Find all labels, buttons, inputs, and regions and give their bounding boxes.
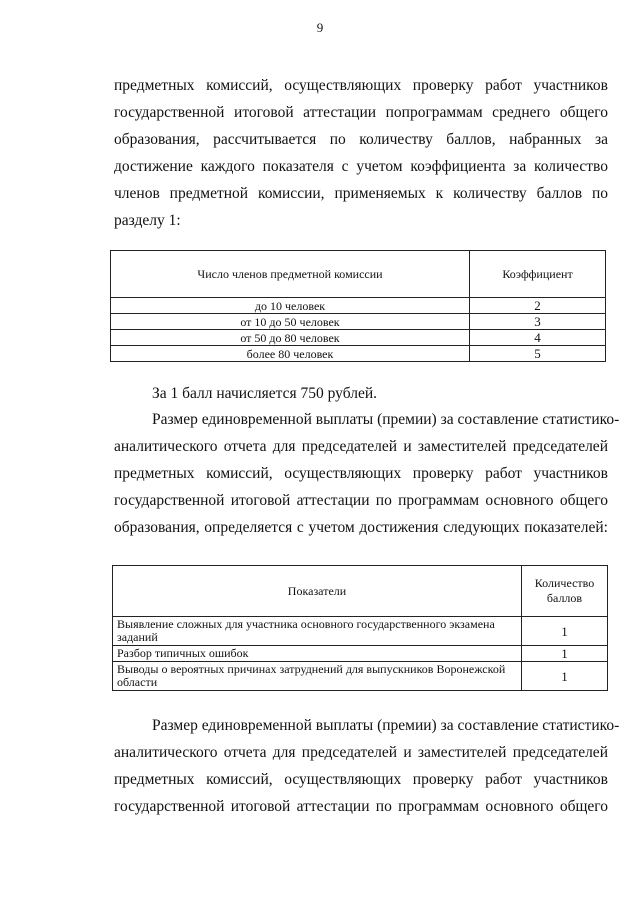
table-cell: от 50 до 80 человек	[111, 330, 470, 346]
paragraph-1-line: членов предметной комиссии, применяемых к количеству баллов по	[114, 185, 608, 202]
paragraph-3-line: государственной итоговой аттестации по программам основного общего	[114, 492, 608, 509]
table-header-row	[111, 251, 606, 298]
table-cell: 3	[470, 314, 606, 330]
table-cell: Разбор типичных ошибок	[113, 646, 522, 662]
table-header-cell: Показатели	[113, 566, 522, 617]
table-cell: 1	[522, 662, 608, 691]
paragraph-4	[114, 712, 620, 820]
table-cell: 1	[522, 646, 608, 662]
paragraph-1-line: разделу 1:	[114, 212, 181, 229]
table-cell: 5	[470, 346, 606, 362]
paragraph-1-line: государственной итоговой аттестации попрограммам среднего общего	[114, 104, 608, 121]
table-row	[113, 646, 608, 662]
paragraph-1-line: предметных комиссий, осуществляющих проверку работ участников	[114, 77, 608, 94]
table-header-cell: Коэффициент	[470, 251, 606, 298]
paragraph-1-line: образования, рассчитывается по количеству баллов, набранных за	[114, 131, 608, 148]
coefficient-table	[110, 250, 606, 362]
paragraph-4-line: государственной итоговой аттестации по программам основного общего	[114, 798, 608, 815]
table-header-cell: Число членов предметной комиссии	[111, 251, 470, 298]
paragraph-3-line: образования, определяется с учетом достижения следующих показателей:	[114, 519, 608, 536]
paragraph-4-line: Размер единовременной выплаты (премии) за составление статистико-	[152, 717, 620, 734]
paragraph-3-line: аналитического отчета для председателей и заместителей председателей	[114, 438, 608, 455]
table-row	[113, 662, 608, 691]
table-cell: 1	[522, 617, 608, 646]
table-row	[111, 314, 606, 330]
paragraph-1	[114, 72, 608, 234]
table-cell: от 10 до 50 человек	[111, 314, 470, 330]
table-cell: Выявление сложных для участника основного государственного экзамена заданий	[113, 617, 522, 646]
table-row	[111, 298, 606, 314]
table-row	[111, 346, 606, 362]
paragraph-2	[114, 380, 608, 407]
table-row	[113, 617, 608, 646]
paragraph-3-line: Размер единовременной выплаты (премии) за составление статистико-	[152, 411, 620, 428]
table-cell: Выводы о вероятных причинах затруднений для выпускников Воронежской области	[113, 662, 522, 691]
table-header-cell: Количество баллов	[522, 566, 608, 617]
paragraph-1-line: достижение каждого показателя с учетом коэффициента за количество	[114, 158, 608, 175]
table-row	[111, 330, 606, 346]
table-cell: до 10 человек	[111, 298, 470, 314]
page-number: 9	[316, 20, 324, 35]
table-header-row	[113, 566, 608, 617]
table-cell: 4	[470, 330, 606, 346]
indicators-table	[112, 565, 608, 691]
paragraph-4-line: аналитического отчета для председателей и заместителей председателей	[114, 744, 608, 761]
paragraph-2-line: За 1 балл начисляется 750 рублей.	[152, 385, 378, 402]
paragraph-4-line: предметных комиссий, осуществляющих проверку работ участников	[114, 771, 608, 788]
table-cell: более 80 человек	[111, 346, 470, 362]
table-cell: 2	[470, 298, 606, 314]
paragraph-3	[114, 406, 620, 541]
paragraph-3-line: предметных комиссий, осуществляющих проверку работ участников	[114, 465, 608, 482]
